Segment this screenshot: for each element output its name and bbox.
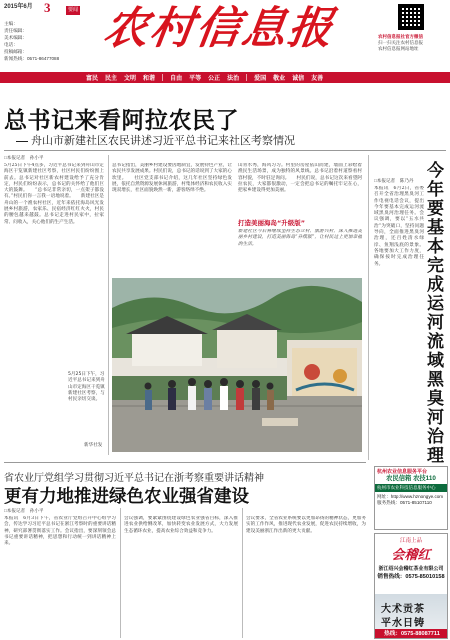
lead-headline[interactable]: 总书记来看阿拉农民了 <box>4 108 239 134</box>
divider <box>4 150 446 151</box>
values-item: 公正 <box>208 76 221 82</box>
newspaper-logo[interactable]: 农村信息报 <box>100 3 338 54</box>
second-column-2: 会议强调，要紧紧围绕建设绿色农业强省目标，深入推进农业供给侧改革，加快转变农业发展方式，大力发展生态循环农业，提高农业综合效益和竞争力。 <box>124 516 238 534</box>
second-column-1: 本报讯 6月3日下午，省农业厅党组召开中心组学习会，传达学习习近平总书记在浙江考察时的重要讲话精神，研究部署贯彻落实工作。会议指出，要深刻领会总书记重要讲话精神，把思想和行动统一到讲话精神上来。 <box>4 516 116 547</box>
issue-date: 2015年6月 <box>4 4 33 10</box>
values-item: 友善 <box>311 76 324 82</box>
lead-subhead: 舟山市新建社区农民讲述习近平总书记来社区考察情况 <box>16 132 295 148</box>
ad-sales-hotline: 销售热线：0575-85010158 <box>377 574 445 580</box>
values-item: 诚信 <box>292 76 305 82</box>
ad-hotline-bar: 热线：0575-88087711 <box>375 629 448 639</box>
qr-note-title: 农村信息报社官方微信 <box>378 34 423 39</box>
ad-title: 杭州农业信息服务平台 <box>377 469 428 475</box>
lead-box-text: 新建社区今后将继续坚持生态立村、旅游兴村，深入推进美丽乡村建设，打造美丽海岛“升级版”，让村民过上更加幸福的生活。 <box>238 229 362 247</box>
issue-line: 责任编辑： <box>4 28 27 33</box>
ad-headline: 农民信箱 农技110 <box>386 475 436 482</box>
values-item: 敬业 <box>273 76 286 82</box>
ad-slogan: 江南上品 <box>399 538 422 544</box>
values-item: 文明 <box>124 76 137 82</box>
ad-hotline: 服务热线：0571-85107110 <box>377 500 432 505</box>
values-item: 爱国 <box>254 76 267 82</box>
ad-tea-company[interactable] <box>374 533 448 639</box>
page-section-tag: 要闻 <box>68 7 79 13</box>
lead-box-title: 打造美丽海岛“升级版” <box>238 219 306 227</box>
right-vertical-headline[interactable]: 今年要基本完成运河流域黑臭河治理 <box>427 161 444 466</box>
issue-line: 电话： <box>4 42 18 47</box>
divider <box>4 462 366 463</box>
masthead <box>0 0 450 70</box>
ad-agri-info-platform[interactable] <box>374 466 448 530</box>
photo-caption: 5月25日下午，习近平总书记来到舟山市定海区干览镇新建社区考察，与村民亲切交谈。 <box>68 372 105 403</box>
values-item: 民主 <box>105 76 118 82</box>
qr-note-line: 扫一扫关注农村信息报 <box>378 40 423 45</box>
divider <box>108 155 109 455</box>
issue-line: 新闻热线：0571-86477088 <box>4 56 60 61</box>
ad-contact <box>375 492 447 508</box>
issue-info <box>4 0 82 66</box>
divider <box>242 508 243 638</box>
issue-line: 美术编辑： <box>4 35 27 40</box>
values-item: 和谐 <box>143 76 156 82</box>
ad-tea-name: 大术贡茶 <box>381 604 425 615</box>
lead-column-1: 5月25日下午4点多，习近平总书记来到舟山市定海区干览镇新建社区考察，社区村民们纷纷围上前去。总书记对社区新农村建设给予了充分肯定，村民们纷纷表示，总书记的关怀给了他们巨大的鼓舞。 “总书记非常亲切，一点架子都没有。”村民们你一言我一语地说着。 新建社区是舟山的一个渔农村社区，近年来依托海岛风光发展乡村旅游，农家乐、民宿经济红红火火，村民的腰包越来越鼓。总书记走进村民家中，拉家常、问收入，关心他们的生产生活。 <box>4 163 104 225</box>
page-number: 3 <box>44 0 51 15</box>
village-scene-image <box>112 278 362 452</box>
second-byline: □本报记者 孙小平 <box>4 508 44 513</box>
lead-column-2: 总书记指出，美丽乡村建设要因地制宜，发展特色产业，让农民共享发展成果。村民们说，总书记的话说到了大家的心坎里。 社区党支部书记介绍，这几年社区坚持绿色发展，依托自然资源发展休闲旅游，村集体经济和农民收入实现双增长，社区面貌焕然一新，游客络绎不绝。 <box>112 163 232 194</box>
ad-org-strip: 杭州市农业科技信息服务中心 <box>375 484 447 492</box>
values-item: 自由 <box>170 76 183 82</box>
divider <box>162 74 163 81</box>
divider <box>120 508 121 638</box>
values-item: 法治 <box>227 76 240 82</box>
ad-brand: 会稽红 <box>391 548 431 563</box>
lead-column-3: 山青水秀，海风习习。村里的房屋依山而建，墙面上彩绘着渔民生活场景，成为独特的风景线。总书记沿着村道察看村容村貌，不时驻足询问。 村民们说，总书记这次来看望阿拉农民，大家都很激动，一定会把总书记的嘱托牢记在心，把家乡建设得更加美丽。 <box>238 163 362 194</box>
values-item: 平等 <box>189 76 202 82</box>
second-headline[interactable]: 更有力地推进绿色农业强省建设 <box>4 487 249 507</box>
values-item: 富民 <box>86 76 99 82</box>
lead-photo <box>112 278 362 452</box>
divider <box>368 155 369 460</box>
ad-company: 浙江绍兴会稽红茶业有限公司 <box>378 566 444 572</box>
qr-note-line: 农村信息报网站地址 <box>378 46 419 51</box>
ad-tea-name: 平水日铸 <box>381 618 425 629</box>
values-bar <box>0 72 450 83</box>
photo-credit: 新华社发 <box>84 442 103 447</box>
second-column-3: 会议要求，全省农业系统要以更加昂扬的精神状态，更加务实的工作作风，推进现代农业发展，促进农民持续增收，为建设美丽浙江作出新的更大贡献。 <box>246 516 366 534</box>
qr-code-icon[interactable] <box>398 4 424 30</box>
issue-staff-lines <box>4 20 59 62</box>
ad-website[interactable]: 网址：http://www.hznongye.com <box>377 494 444 499</box>
right-article-text: 本报讯 6月2日，省委召开全省治理黑臭河工作电视电话会议，提出今年要基本完成运河流域黑臭河治理任务。会议强调，要以“五水共治”为突破口，坚持问题导向，全面推进黑臭河治理，还百姓清水绿岸、鱼翔浅底的景象。各地要加大工作力度，确保按时完成治理任务。 <box>374 186 424 267</box>
issue-line: 投稿邮箱： <box>4 49 27 54</box>
issue-line: 主编： <box>4 21 18 26</box>
divider <box>246 74 247 81</box>
second-kicker: 省农业厅党组学习贯彻习近平总书记在浙考察重要讲话精神 <box>4 473 264 484</box>
lead-byline: □本报记者 孙小平 <box>4 155 44 160</box>
qr-note <box>378 34 448 52</box>
right-byline: □本报记者 陈乃丹 <box>374 178 414 183</box>
